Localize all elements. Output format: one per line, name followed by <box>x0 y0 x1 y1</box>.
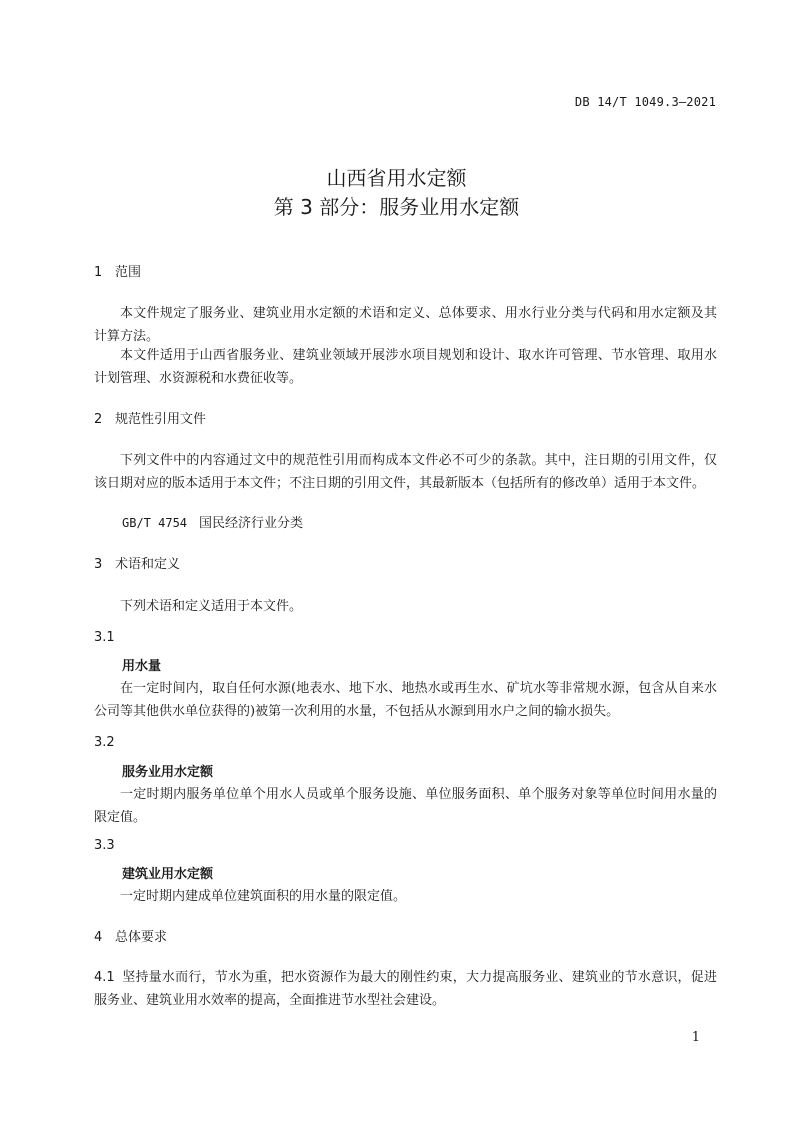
paragraph: 本文件适用于山西省服务业、建筑业领域开展涉水项目规划和设计、取水许可管理、节水管理、取用水计划管理、水资源税和水费征收等。 <box>94 348 717 386</box>
term-number: 3.1 <box>94 630 115 645</box>
section-title: 规范性引用文件 <box>115 412 207 427</box>
section-1-heading <box>94 263 141 283</box>
term-name: 用水量 <box>122 659 162 674</box>
requirement-number: 4.1 <box>94 970 115 985</box>
paragraph: 下列术语和定义适用于本文件。 <box>120 599 303 614</box>
paragraph: 下列文件中的内容通过文中的规范性引用而构成本文件必不可少的条款。其中，注日期的引用文件，仅该日期对应的版本适用于本文件；不注日期的引用文件，其最新版本（包括所有的修改单）适用于本文件。 <box>94 453 717 491</box>
paragraph: 本文件规定了服务业、建筑业用水定额的术语和定义、总体要求、用水行业分类与代码和用水定额及其计算方法。 <box>94 306 717 344</box>
section-number: 3 <box>94 557 103 572</box>
normative-reference <box>122 513 303 534</box>
requirement-paragraph <box>94 966 717 1012</box>
standard-code: DB 14/T 1049.3—2021 <box>574 95 716 109</box>
term-definition: 一定时期内服务单位单个用水人员或单个服务设施、单位服务面积、单个服务对象等单位时间用水量的限定值。 <box>94 787 717 825</box>
term-number: 3.3 <box>94 838 115 853</box>
section-2-heading <box>94 410 206 430</box>
page-number: 1 <box>691 1030 700 1045</box>
document-title: 山西省用水定额 <box>326 166 467 190</box>
section-4-heading <box>94 928 167 948</box>
section-title: 总体要求 <box>115 930 168 945</box>
document-subtitle: 第 3 部分：服务业用水定额 <box>273 195 520 219</box>
section-number: 1 <box>94 265 103 280</box>
term-name: 建筑业用水定额 <box>122 867 214 882</box>
reference-code: GB/T 4754 <box>122 516 188 530</box>
section-number: 2 <box>94 412 103 427</box>
term-definition: 在一定时间内，取自任何水源(地表水、地下水、地热水或再生水、矿坑水等非常规水源，包含从自来水公司等其他供水单位获得的)被第一次利用的水量，不包括从水源到用水户之间的输水损失。 <box>94 681 717 719</box>
section-title: 术语和定义 <box>115 557 181 572</box>
section-title: 范围 <box>115 265 142 280</box>
term-name: 服务业用水定额 <box>122 765 214 780</box>
section-number: 4 <box>94 930 103 945</box>
term-definition: 一定时期内建成单位建筑面积的用水量的限定值。 <box>120 889 407 904</box>
reference-title: 国民经济行业分类 <box>199 516 304 531</box>
term-number: 3.2 <box>94 735 115 750</box>
requirement-text: 坚持量水而行，节水为重，把水资源作为最大的刚性约束，大力提高服务业、建筑业的节水意识，促进服务业、建筑业用水效率的提高，全面推进节水型社会建设。 <box>94 970 717 1008</box>
section-3-heading <box>94 555 180 575</box>
